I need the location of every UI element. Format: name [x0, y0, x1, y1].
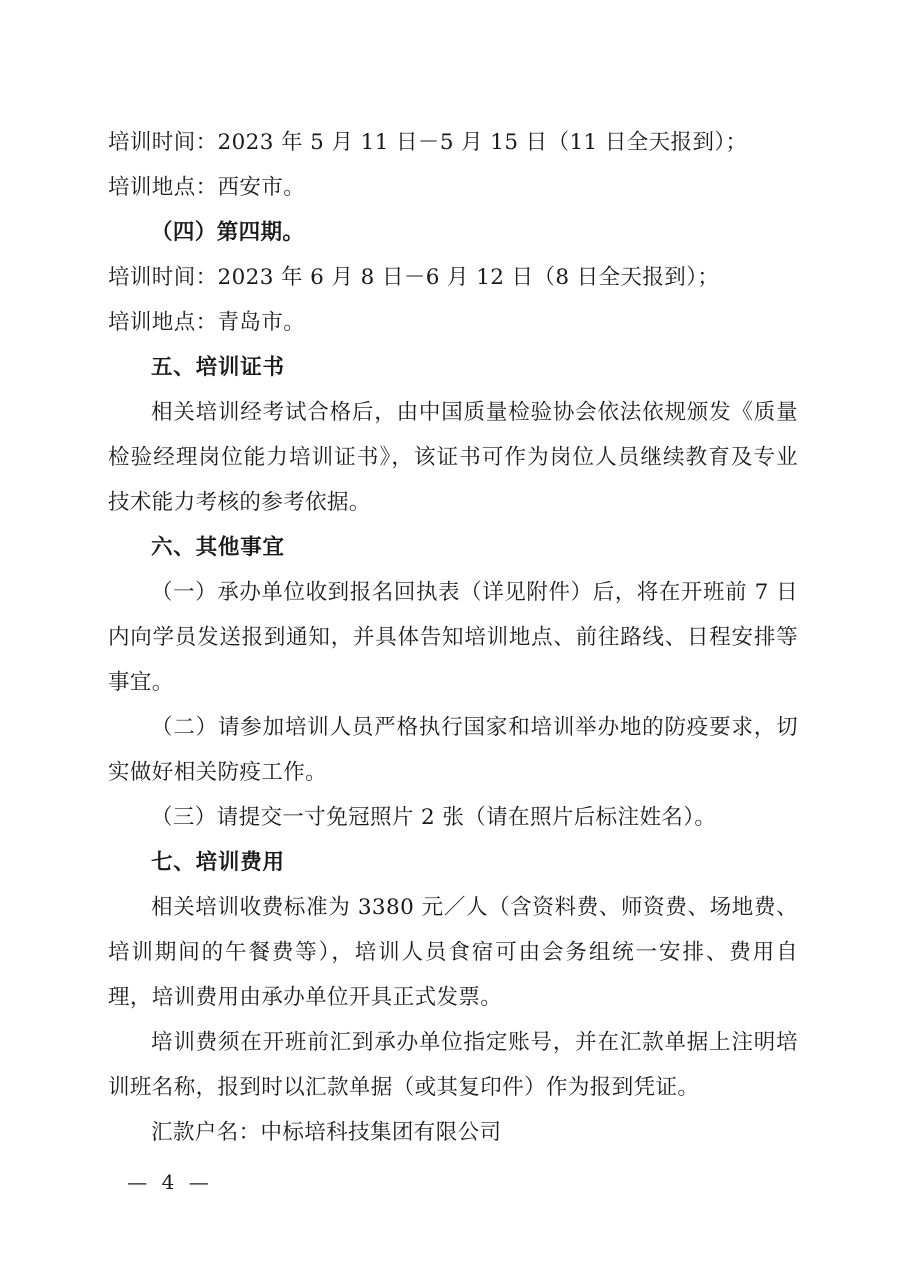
- page-number: — 4 —: [127, 1170, 213, 1194]
- paragraph-training-time-4: 培训时间：2023 年 6 月 8 日－6 月 12 日（8 日全天报到）；: [108, 265, 720, 290]
- paragraph-training-location-4: 培训地点：青岛市。: [108, 310, 306, 335]
- paragraph-account-name: 汇款户名：中标培科技集团有限公司: [151, 1120, 502, 1145]
- heading-section-six: 六、其他事宜: [151, 535, 285, 560]
- document-body: [108, 120, 798, 1155]
- paragraph-other-item-2: （二）请参加培训人员严格执行国家和培训举办地的防疫要求，切实做好相关防疫工作。: [108, 715, 798, 785]
- paragraph-other-item-1: （一）承办单位收到报名回执表（详见附件）后，将在开班前 7 日内向学员发送报到通知，并具体告知培训地点、前往路线、日程安排等事宜。: [108, 580, 798, 695]
- subheading-session-four: （四）第四期。: [151, 220, 305, 245]
- paragraph-fee-standard: 相关培训收费标准为 3380 元／人（含资料费、师资费、场地费、培训期间的午餐费等），培训人员食宿可由会务组统一安排、费用自理，培训费用由承办单位开具正式发票。: [108, 895, 798, 1010]
- heading-section-seven: 七、培训费用: [151, 850, 285, 875]
- paragraph-certificate: 相关培训经考试合格后，由中国质量检验协会依法依规颁发《质量检验经理岗位能力培训证书》，该证书可作为岗位人员继续教育及专业技术能力考核的参考依据。: [108, 400, 798, 515]
- paragraph-training-time-3: 培训时间：2023 年 5 月 11 日－5 月 15 日（11 日全天报到）；: [108, 130, 748, 155]
- heading-section-five: 五、培训证书: [151, 355, 285, 380]
- paragraph-training-location-3: 培训地点：西安市。: [108, 175, 306, 200]
- page-footer: [0, 1170, 900, 1194]
- paragraph-other-item-3: （三）请提交一寸免冠照片 2 张（请在照片后标注姓名）。: [151, 805, 717, 830]
- paragraph-fee-remittance: 培训费须在开班前汇到承办单位指定账号，并在汇款单据上注明培训班名称，报到时以汇款单据（或其复印件）作为报到凭证。: [108, 1030, 798, 1100]
